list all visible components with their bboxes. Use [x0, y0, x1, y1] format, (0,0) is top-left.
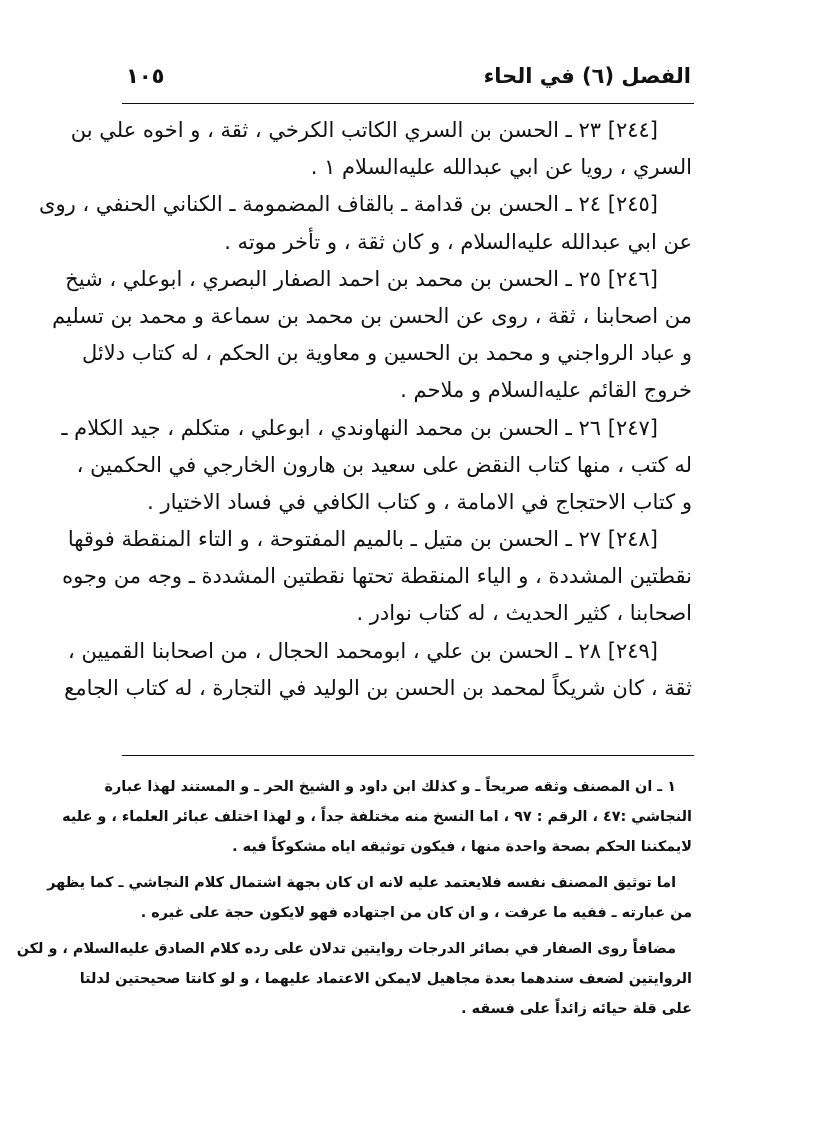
entry-246-line-2: من اصحابنا ، ثقة ، روى عن الحسن بن محمد بن سماعة و محمد بن تسليم — [52, 303, 692, 328]
footnote-3-line-3: على قلة حيائه زائداً على فسقه . — [461, 1001, 692, 1017]
entry-244-line-2: السري ، رويا عن ابي عبدالله عليه‌السلام ١ . — [310, 155, 692, 180]
footnote-3-line-2: الروايتين لضعف سندهما بعدة مجاهيل لايمكن الاعتماد عليهما ، و لو كانتا صحيحتين لدلتا — [79, 971, 692, 987]
footnote-divider — [122, 755, 694, 756]
entry-248-line-2: نقطتين المشددة ، و الياء المنقطة تحتها نقطتين المشددة ـ وجه من وجوه — [62, 564, 692, 589]
footnote-1-line-2: النجاشي :٤٧ ، الرقم : ٩٧ ، اما النسخ منه مختلفة جداً ، و لهذا اختلف عبائر العلماء ، و عليه — [62, 809, 692, 825]
main-text — [39, 112, 692, 707]
footnote-1-line-3: لايمكننا الحكم بصحة واحدة منها ، فيكون توثيقه اياه مشكوكاً فيه . — [232, 839, 692, 855]
entry-246-line-3: و عباد الرواجني و محمد بن الحسين و معاوية بن الحكم ، له كتاب دلائل — [82, 341, 692, 366]
entry-246-line-4: خروج القائم عليه‌السلام و ملاحم . — [400, 378, 692, 403]
entry-248-line-3: اصحابنا ، كثير الحديث ، له كتاب نوادر . — [356, 601, 692, 626]
entry-244-line-1: [٢٤٤] ٢٣ ـ الحسن بن السري الكاتب الكرخي ، ثقة ، و اخوه علي بن — [70, 118, 658, 142]
entry-247-line-2: له كتب ، منها كتاب النقض على سعيد بن هارون الخارجي في الحكمين ، — [76, 452, 692, 477]
header-divider — [122, 103, 694, 104]
footnotes — [16, 772, 692, 1024]
entry-249-line-2: ثقة ، كان شريكاً لمحمد بن الحسن بن الوليد في التجارة ، له كتاب الجامع — [64, 675, 692, 700]
entry-246-line-1: [٢٤٦] ٢٥ ـ الحسن بن محمد بن احمد الصفار البصري ، ابوعلي ، شيخ — [65, 266, 658, 291]
footnote-2-line-1: اما توثيق المصنف نفسه فلايعتمد عليه لانه ان كان بجهة اشتمال كلام النجاشي ـ كما يظهر — [47, 875, 676, 891]
entry-247-line-3: و كتاب الاحتجاج في الامامة ، و كتاب الكافي في فساد الاختيار . — [147, 489, 692, 514]
footnote-3-line-1: مضافاً روى الصفار في بصائر الدرجات روايتين تدلان على رده كلام الصادق عليه‌السلام ، و لكن — [16, 941, 676, 957]
entry-245-line-1: [٢٤٥] ٢٤ ـ الحسن بن قدامة ـ بالقاف المضمومة ـ الكناني الحنفي ، روى — [39, 192, 658, 217]
page-number: ١٠٥ — [126, 64, 165, 88]
running-header — [126, 58, 691, 98]
chapter-title: الفصل (٦) في الحاء — [483, 64, 691, 88]
entry-248-line-1: [٢٤٨] ٢٧ ـ الحسن بن متيل ـ بالميم المفتوحة ، و التاء المنقطة فوقها — [67, 527, 658, 552]
entry-245-line-2: عن ابي عبدالله عليه‌السلام ، و كان ثقة ، و تأخر موته . — [224, 229, 692, 254]
footnote-2-line-2: من عبارته ـ ففيه ما عرفت ، و ان كان من اجتهاده فهو لايكون حجة على غيره . — [140, 905, 692, 921]
entry-249-line-1: [٢٤٩] ٢٨ ـ الحسن بن علي ، ابومحمد الحجال ، من اصحابنا القميين ، — [68, 638, 658, 663]
footnote-1-line-1: ١ ـ ان المصنف وثقه صريحاً ـ و كذلك ابن داود و الشيخ الحر ـ و المستند لهذا عبارة — [104, 779, 676, 795]
entry-247-line-1: [٢٤٧] ٢٦ ـ الحسن بن محمد النهاوندي ، ابوعلي ، متكلم ، جيد الكلام ـ — [61, 415, 658, 440]
